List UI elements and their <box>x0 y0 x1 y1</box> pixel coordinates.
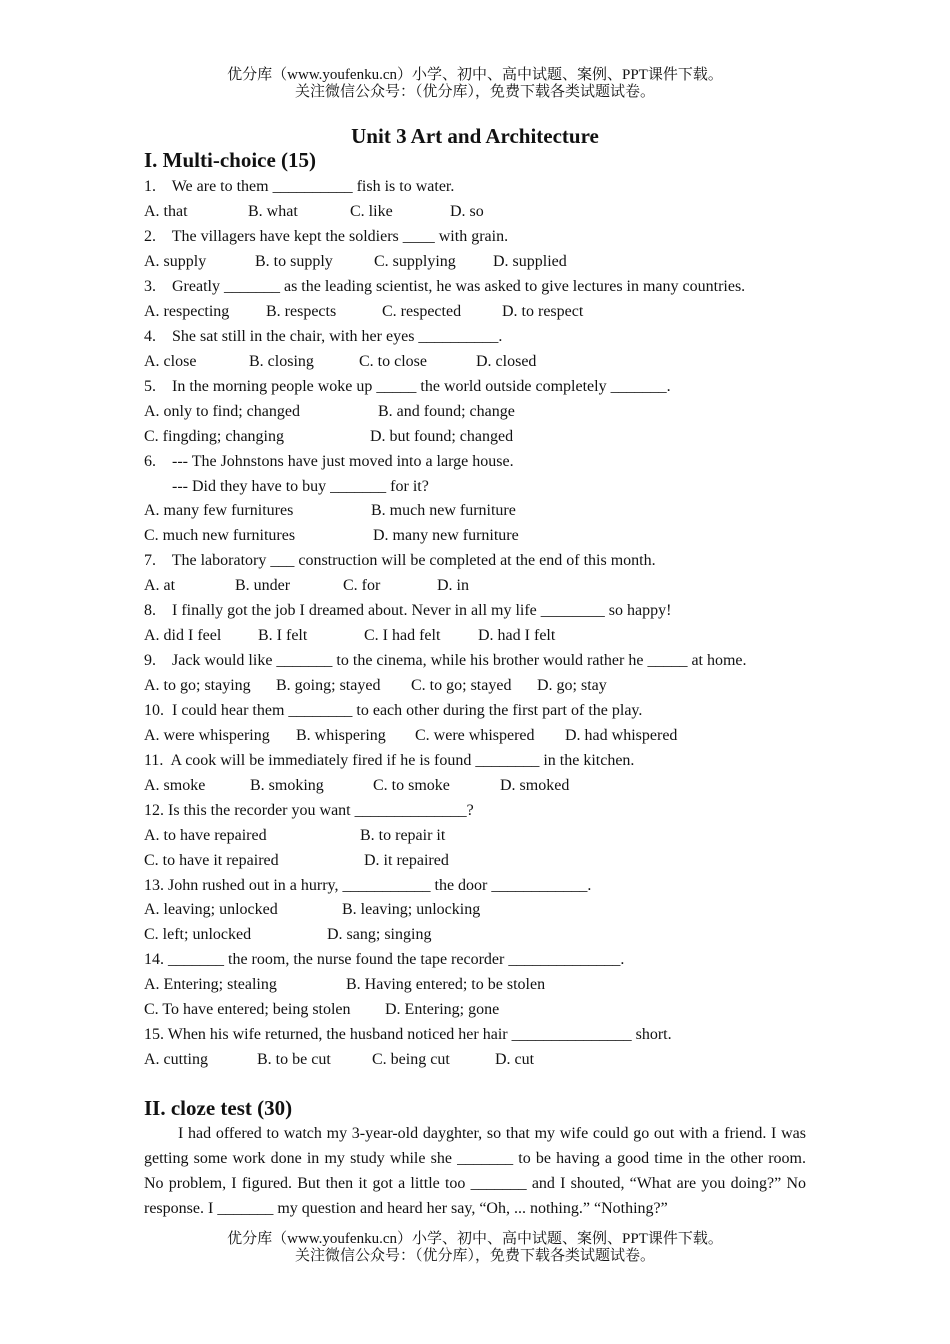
header-line-1: 优分库（www.youfenku.cn）小学、初中、高中试题、案例、PPT课件下载。 <box>227 67 723 83</box>
question-5: 5. In the morning people woke up _____ the world outside completely _______. <box>144 378 671 395</box>
option-4a: A. close <box>144 353 197 370</box>
option-2a: A. supply <box>144 253 207 270</box>
option-7a: A. at <box>144 577 176 594</box>
page-title: Unit 3 Art and Architecture <box>351 124 599 148</box>
question-6: 6. --- The Johnstons have just moved into a large house. <box>144 453 514 470</box>
footer-line-1: 优分库（www.youfenku.cn）小学、初中、高中试题、案例、PPT课件下载。 <box>227 1231 723 1247</box>
option-7b: B. under <box>235 577 291 594</box>
option-5d: D. but found; changed <box>370 428 514 445</box>
question-15: 15. When his wife returned, the husband noticed her hair _______________ short. <box>144 1026 672 1043</box>
cloze-paragraph: I had offered to watch my 3-year-old dayghter, so that my wife could go out with a friend. I was getting some work done in my study while she _______ to be having a good time in the other room. No problem, I figured. But then it got a little too _______ and I shouted, “What are you doing?” No response. I _______ my question and heard her say, “Oh, ... nothing.” “Nothing?” <box>144 1125 806 1217</box>
question-6-line-2: --- Did they have to buy _______ for it? <box>172 478 429 495</box>
option-14c: C. To have entered; being stolen <box>144 1001 351 1018</box>
page-header <box>0 67 950 101</box>
option-9a: A. to go; staying <box>144 677 251 694</box>
option-10a: A. were whispering <box>144 727 270 744</box>
question-10: 10. I could hear them ________ to each other during the first part of the play. <box>144 702 643 719</box>
option-9d: D. go; stay <box>537 677 607 694</box>
option-13a: A. leaving; unlocked <box>144 901 278 918</box>
option-4b: B. closing <box>249 353 314 370</box>
footer-line-2: 关注微信公众号：（优分库），免费下载各类试题试卷。 <box>294 1248 655 1264</box>
option-9b: B. going; stayed <box>276 677 381 694</box>
option-10c: C. were whispered <box>415 727 535 744</box>
option-14a: A. Entering; stealing <box>144 976 277 993</box>
option-1d: D. so <box>450 203 484 220</box>
option-4d: D. closed <box>476 353 537 370</box>
question-9: 9. Jack would like _______ to the cinema, while his brother would rather he _____ at home. <box>144 652 747 669</box>
option-1c: C. like <box>350 203 393 220</box>
option-3b: B. respects <box>266 303 337 320</box>
question-3: 3. Greatly _______ as the leading scientist, he was asked to give lectures in many countries. <box>144 278 746 295</box>
section-2-heading: II. cloze test (30) <box>144 1096 293 1120</box>
option-8a: A. did I feel <box>144 627 222 644</box>
option-12b: B. to repair it <box>360 827 446 844</box>
question-12: 12. Is this the recorder you want ______________? <box>144 802 474 819</box>
option-6a: A. many few furnitures <box>144 502 294 519</box>
option-2c: C. supplying <box>374 253 456 270</box>
option-12a: A. to have repaired <box>144 827 267 844</box>
option-1b: B. what <box>248 203 298 220</box>
question-13: 13. John rushed out in a hurry, ___________ the door ____________. <box>144 877 592 894</box>
option-10b: B. whispering <box>296 727 386 744</box>
option-13c: C. left; unlocked <box>144 926 252 943</box>
question-14: 14. _______ the room, the nurse found the tape recorder ______________. <box>144 951 625 968</box>
question-8: 8. I finally got the job I dreamed about. Never in all my life ________ so happy! <box>144 602 672 619</box>
option-6b: B. much new furniture <box>371 502 516 519</box>
option-11c: C. to smoke <box>373 777 450 794</box>
option-14d: D. Entering; gone <box>385 1001 500 1018</box>
option-5c: C. fingding; changing <box>144 428 284 445</box>
option-2b: B. to supply <box>255 253 333 270</box>
question-7: 7. The laboratory ___ construction will be completed at the end of this month. <box>144 552 656 569</box>
option-15d: D. cut <box>495 1051 535 1068</box>
option-5b: B. and found; change <box>378 403 515 420</box>
option-7c: C. for <box>343 577 381 594</box>
question-2: 2. The villagers have kept the soldiers ____ with grain. <box>144 228 509 245</box>
option-15a: A. cutting <box>144 1051 208 1068</box>
option-1a: A. that <box>144 203 188 220</box>
option-6d: D. many new furniture <box>373 527 519 544</box>
option-3d: D. to respect <box>502 303 584 320</box>
option-3c: C. respected <box>382 303 462 320</box>
option-11b: B. smoking <box>250 777 324 794</box>
header-line-2: 关注微信公众号：（优分库），免费下载各类试题试卷。 <box>294 84 655 100</box>
option-3a: A. respecting <box>144 303 230 320</box>
option-12d: D. it repaired <box>364 852 449 869</box>
option-4c: C. to close <box>359 353 427 370</box>
option-10d: D. had whispered <box>565 727 678 744</box>
question-11: 11. A cook will be immediately fired if he is found ________ in the kitchen. <box>144 752 635 769</box>
option-2d: D. supplied <box>493 253 567 270</box>
option-12c: C. to have it repaired <box>144 852 279 869</box>
option-9c: C. to go; stayed <box>411 677 512 694</box>
option-5a: A. only to find; changed <box>144 403 300 420</box>
cloze-passage <box>144 1121 806 1221</box>
option-8d: D. had I felt <box>478 627 556 644</box>
option-8b: B. I felt <box>258 627 308 644</box>
section-1-heading: I. Multi-choice (15) <box>144 148 317 172</box>
option-11a: A. smoke <box>144 777 206 794</box>
option-6c: C. much new furnitures <box>144 527 296 544</box>
option-7d: D. in <box>437 577 469 594</box>
question-1: 1. We are to them __________ fish is to water. <box>144 178 455 195</box>
page-footer <box>0 1231 950 1265</box>
option-13d: D. sang; singing <box>327 926 432 943</box>
option-8c: C. I had felt <box>364 627 441 644</box>
question-4: 4. She sat still in the chair, with her eyes __________. <box>144 328 503 345</box>
option-14b: B. Having entered; to be stolen <box>346 976 546 993</box>
option-15b: B. to be cut <box>257 1051 331 1068</box>
option-15c: C. being cut <box>372 1051 450 1068</box>
option-11d: D. smoked <box>500 777 570 794</box>
option-13b: B. leaving; unlocking <box>342 901 481 918</box>
